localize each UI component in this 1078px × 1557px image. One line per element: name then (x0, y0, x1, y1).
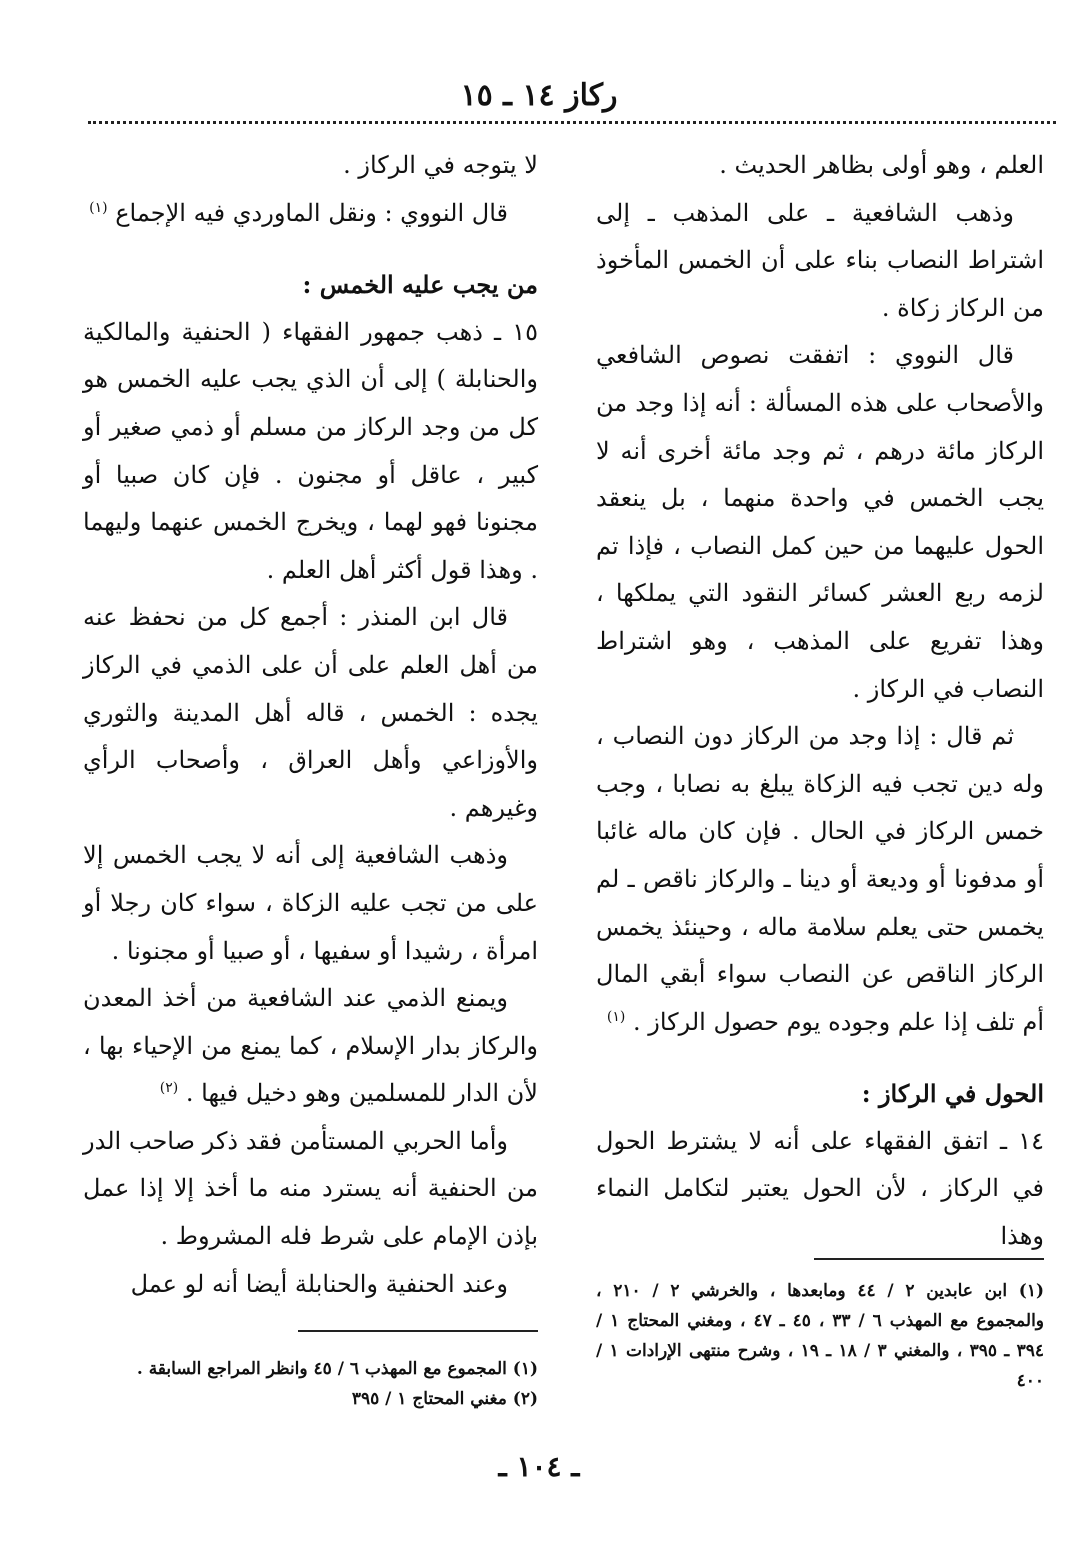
right-footnotes (596, 1276, 1044, 1396)
footnote: (١) ابن عابدين ٢ / ٤٤ ومابعدها ، والخرشي ٢ / ٢١٠ ، والمجموع مع المهذب ٦ / ٣٣ ، ٤٥ ـ ٤٧ ، ومغني المحتاج ١ / ٣٩٤ ـ ٣٩٥ ، والمغني ٣ / ١٨ ـ ١٩ ، وشرح منتهى الإرادات ١ / ٤٠٠ (596, 1281, 1045, 1391)
paragraph (83, 190, 538, 238)
paragraph (596, 713, 1044, 1046)
section-heading: الحول في الركاز : (861, 1079, 1044, 1109)
footnote: (١) المجموع مع المهذب ٦ / ٤٥ وانظر المراجع السابقة . (136, 1359, 538, 1379)
paragraph: وعند الحنفية والحنابلة أيضا أنه لو عمل (130, 1269, 508, 1298)
paragraph (83, 975, 538, 1118)
running-header: ركاز ١٤ ـ ١٥ (460, 78, 618, 113)
paragraph: وأما الحربي المستأمن فقد ذكر صاحب الدر من الحنفية أنه يسترد منه ما أخذ إلا إذا عمل بإذن الإمام على شرط فله المشروط . (83, 1126, 538, 1251)
paragraph: ١٥ ـ ذهب جمهور الفقهاء ( الحنفية والمالكية والحنابلة ) إلى أن الذي يجب عليه الخمس هو كل من وجد الركاز من مسلم أو ذمي صغير أو كبير ، عاقل أو مجنون . فإن كان صبيا أو مجنونا فهو لهما ، ويخرج الخمس عنهما وليهما . وهذا قول أكثر أهل العلم . (83, 317, 539, 584)
paragraph: ١٤ ـ اتفق الفقهاء على أنه لا يشترط الحول في الركاز ، لأن الحول يعتبر لتكامل النماء وهذا (596, 1126, 1044, 1251)
paragraph: وذهب الشافعية إلى أنه لا يجب الخمس إلا على من تجب عليه الزكاة ، سواء كان رجلا أو امرأة ، رشيدا أو سفيها ، أو صبيا أو مجنونا . (83, 841, 538, 965)
page-number: ـ ١٠٤ ـ (498, 1450, 580, 1483)
footnote-marker: (١) (606, 1008, 626, 1025)
footnote-marker: (٢) (159, 1080, 179, 1097)
header-dotted-rule (88, 121, 1056, 124)
paragraph-text: ثم قال : إذا وجد من الركاز دون النصاب ، وله دين تجب فيه الزكاة يبلغ به نصابا ، وجب خمس الركاز في الحال . فإن كان ماله غائبا أو مدفونا أو وديعة أو دينا ـ والركاز ناقص ـ لم يخمس حتى يعلم سلامة ماله ، وحينئذ يخمس الركاز الناقص عن النصاب سواء أبقي المال أم تلف إذا علم وجوده يوم حصول الركاز . (596, 722, 1044, 1036)
footnote: (٢) مغني المحتاج ١ / ٣٩٥ (351, 1389, 538, 1409)
right-column (596, 142, 1044, 1261)
paragraph-text: ويمنع الذمي عند الشافعية من أخذ المعدن والركاز بدار الإسلام ، كما يمنع من الإحياء بها ، لأن الدار للمسلمين وهو دخيل فيها . (83, 984, 538, 1108)
footnote-marker: (١) (89, 199, 108, 216)
footnote-separator (298, 1330, 538, 1332)
paragraph-text: قال النووي : ونقل الماوردي فيه الإجماع (115, 198, 508, 227)
paragraph: لا يتوجه في الركاز . (343, 151, 538, 179)
paragraph: وذهب الشافعية ـ على المذهب ـ إلى اشتراط النصاب بناء على أن الخمس المأخوذ من الركاز زكاة . (596, 198, 1044, 322)
left-footnotes (83, 1354, 538, 1414)
footnote-separator (814, 1258, 1044, 1260)
paragraph: العلم ، وهو أولى بظاهر الحديث . (719, 151, 1044, 179)
section-heading: من يجب عليه الخمس : (302, 270, 538, 300)
paragraph: قال ابن المنذر : أجمع كل من نحفظ عنه من أهل العلم على أن على الذمي في الركاز يجده : الخمس ، قاله أهل المدينة والثوري والأوزاعي وأهل العراق ، وأصحاب الرأي وغيرهم . (83, 603, 538, 822)
left-column (83, 142, 538, 1308)
paragraph: قال النووي : اتفقت نصوص الشافعي والأصحاب على هذه المسألة : أنه إذا وجد من الركاز مائة درهم ، ثم وجد مائة أخرى أنه لا يجب الخمس في واحدة منهما ، بل ينعقد الحول عليهما من حين كمل النصاب ، فإذا تم لزمه ربع العشر كسائر النقود التي يملكها ، وهذا تفريع على المذهب ، وهو اشتراط النصاب في الركاز . (596, 341, 1044, 703)
